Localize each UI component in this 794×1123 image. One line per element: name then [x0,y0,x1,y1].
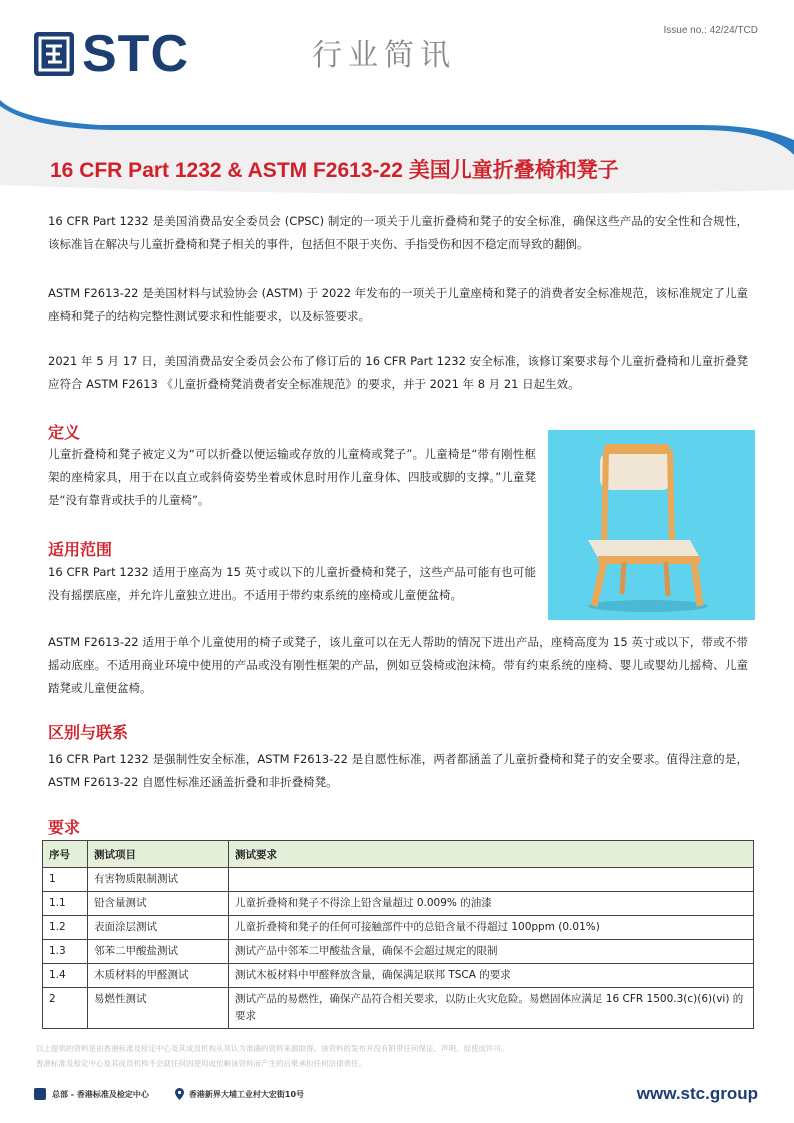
section-heading-relation: 区别与联系 [48,723,129,742]
table-row [43,916,754,940]
row-requirement: 儿童折叠椅和凳子的任何可接触部件中的总铅含量不得超过 100ppm (0.01%) [229,916,754,940]
row-item: 铅含量测试 [88,892,229,916]
table-row [43,988,754,1029]
row-number: 1.3 [43,940,88,964]
relation-text: 16 CFR Part 1232 是强制性安全标准，ASTM F2613-22 是自愿性标准，两者都涵盖了儿童折叠椅和凳子的安全要求。值得注意的是，ASTM F2613-22 自愿性标准还涵盖折叠和非折叠椅凳。 [48,752,748,789]
scope-text-1: 16 CFR Part 1232 适用于座高为 15 英寸或以下的儿童折叠椅和凳子，这些产品可能有也可能没有摇摆底座，并允许儿童独立进出。不适用于带约束系统的座椅或儿童便盆椅。 [48,565,536,602]
stc-logo [34,25,189,83]
row-item: 邻苯二甲酸盐测试 [88,940,229,964]
main-title: 16 CFR Part 1232 & ASTM F2613-22 美国儿童折叠椅和凳子 [50,159,619,182]
row-number: 1.1 [43,892,88,916]
stc-emblem-icon [34,32,74,76]
website-link[interactable]: www.stc.group [636,1084,758,1103]
row-requirement: 儿童折叠椅和凳子不得涂上铅含量超过 0.009% 的油漆 [229,892,754,916]
table-row [43,892,754,916]
row-number: 1 [43,868,88,892]
chair-image [548,430,755,620]
table-row [43,964,754,988]
row-requirement: 测试产品的易燃性，确保产品符合相关要求，以防止火灾危险。易燃固体应满足 16 CFR 1500.3(c)(6)(vi) 的要求 [229,988,754,1029]
disclaimer-line: 以上提供的资料是由香港标准及检定中心及其成员机构从其认为准确的资料来源取得。该资料的发布并没有附带任何保证、声明、促使或许可。 [36,1044,509,1053]
row-requirement: 测试产品中邻苯二甲酸盐含量，确保不会超过规定的限制 [229,940,754,964]
issue-number: Issue no.: 42/24/TCD [663,25,758,36]
column-header-item: 测试项目 [88,841,229,868]
section-heading-definition: 定义 [48,423,81,442]
row-number: 2 [43,988,88,1029]
definition-text: 儿童折叠椅和凳子被定义为“可以折叠以便运输或存放的儿童椅或凳子”。儿童椅是“带有刚性框架的座椅家具，用于在以直立或斜倚姿势坐着或休息时用作儿童身体、四肢或脚的支撑。”儿童凳是“没有靠背或扶手的儿童椅”。 [48,447,536,507]
row-item: 表面涂层测试 [88,916,229,940]
footer-contact [34,1088,304,1100]
intro-paragraph-3: 2021 年 5 月 17 日，美国消费品安全委员会公布了修订后的 16 CFR Part 1232 安全标准，该修订案要求每个儿童折叠椅和儿童折叠凳应符合 ASTM F2613 《儿童折叠椅凳消费者安全标准规范》的要求，并于 2021 年 8 月 21 日起生效。 [48,354,748,391]
section-heading-requirements: 要求 [48,818,81,837]
table-row [43,868,754,892]
row-item: 易燃性测试 [88,988,229,1029]
row-number: 1.4 [43,964,88,988]
logo-text: STC [82,25,189,83]
row-requirement: 测试木板材料中甲醛释放含量，确保满足联邦 TSCA 的要求 [229,964,754,988]
section-heading-scope: 适用范围 [48,540,113,559]
intro-paragraph-1: 16 CFR Part 1232 是美国消费品安全委员会 (CPSC) 制定的一项关于儿童折叠椅和凳子的安全标准，确保这些产品的安全性和合规性，该标准旨在解决与儿童折叠椅和凳子相关的事件，包括但不限于夹伤、手指受伤和因不稳定而导致的翻倒。 [48,214,748,251]
intro-paragraph-2: ASTM F2613-22 是美国材料与试验协会 (ASTM) 于 2022 年发布的一项关于儿童座椅和凳子的消费者安全标准规范，该标准规定了儿童座椅和凳子的结构完整性测试要求和性能要求，以及标签要求。 [48,286,748,323]
table-header-row [43,841,754,868]
location-pin-icon [175,1088,184,1100]
building-icon [34,1088,46,1100]
footer-address: 香港新界大埔工业村大宏街10号 [188,1089,305,1099]
column-header-requirement: 测试要求 [229,841,754,868]
row-item: 木质材料的甲醛测试 [88,964,229,988]
scope-text-2: ASTM F2613-22 适用于单个儿童使用的椅子或凳子，该儿童可以在无人帮助的情况下进出产品，座椅高度为 15 英寸或以下，带或不带摇动底座。不适用商业环境中使用的产品或没有刚性框架的产品，例如豆袋椅或泡沫椅。带有约束系统的座椅、婴儿或婴幼儿摇椅、儿童踏凳或儿童便盆椅。 [48,635,748,695]
requirements-table [42,840,754,1029]
header-title: 行业简讯 [312,38,456,73]
row-requirement [229,868,754,892]
disclaimer-line: 香港标准及检定中心及其成员机构不会就任何因使用或依赖该资料而产生的后果承担任何法律责任。 [36,1059,366,1068]
row-item: 有害物质限制测试 [88,868,229,892]
disclaimer [36,1041,636,1071]
row-number: 1.2 [43,916,88,940]
footer-org: 总部 - 香港标准及检定中心 [52,1089,149,1099]
table-row [43,940,754,964]
column-header-number: 序号 [43,841,88,868]
